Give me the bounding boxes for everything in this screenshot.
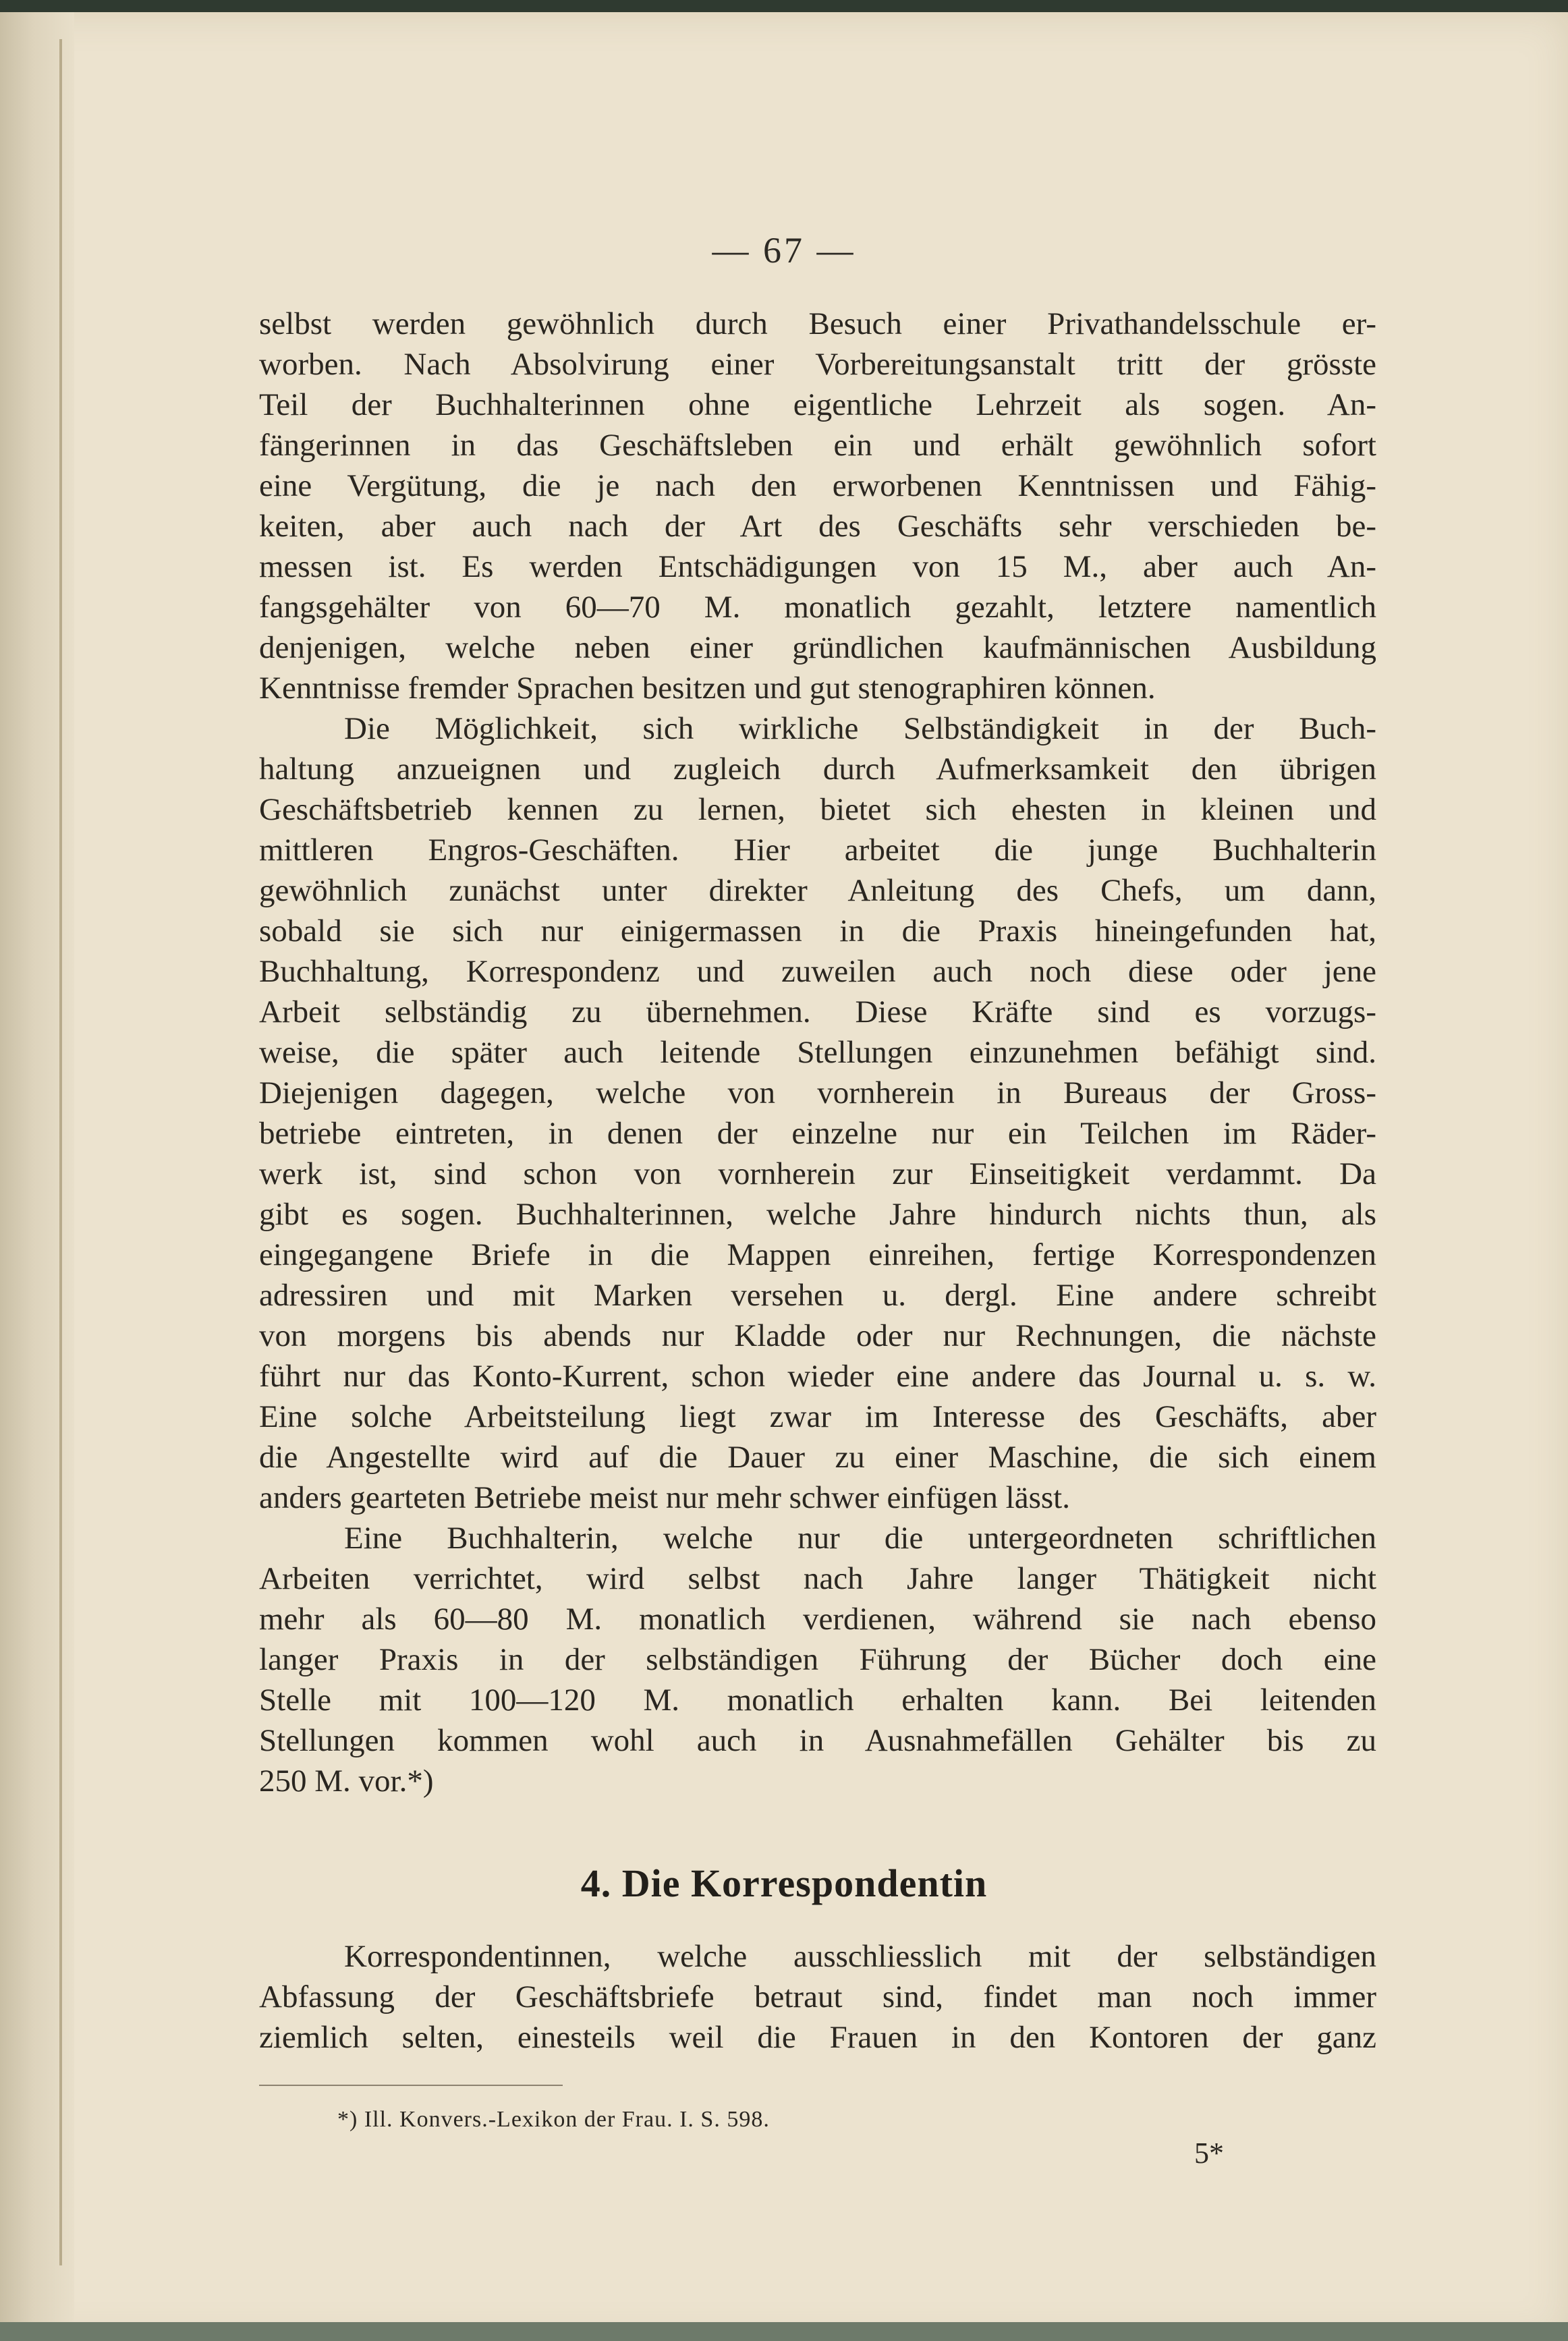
text-line: Arbeit selbständig zu übernehmen. Diese Kräfte sind es vorzugs- <box>259 994 1376 1030</box>
text-line: Diejenigen dagegen, welche von vornherein in Bureaus der Gross- <box>259 1075 1376 1110</box>
text-line: führt nur das Konto-Kurrent, schon wieder eine andere das Journal u. s. w. <box>259 1359 1376 1394</box>
text-line: fangsgehälter von 60—70 M. monatlich gezahlt, letztere namentlich <box>259 590 1376 625</box>
text-line: langer Praxis in der selbständigen Führung der Bücher doch eine <box>259 1642 1376 1677</box>
text-line: ziemlich selten, einesteils weil die Frauen in den Kontoren der ganz <box>259 2020 1376 2055</box>
text-line: Geschäftsbetrieb kennen zu lernen, bietet sich ehesten in kleinen und <box>259 792 1376 827</box>
gutter-line <box>59 39 62 2265</box>
text-line: sobald sie sich nur einigermassen in die Praxis hineingefunden hat, <box>259 913 1376 949</box>
text-line: Eine Buchhalterin, welche nur die untergeordneten schriftlichen <box>344 1521 1376 1556</box>
paragraph-2 <box>259 708 1376 1518</box>
signature-mark: 5* <box>1194 2137 1224 2170</box>
section-text <box>259 1936 1376 2058</box>
text-line: von morgens bis abends nur Kladde oder nur Rechnungen, die nächste <box>259 1318 1376 1353</box>
page-number: — 67 — <box>712 230 856 271</box>
text-line: adressiren und mit Marken versehen u. dergl. Eine andere schreibt <box>259 1278 1376 1313</box>
footnote: *) Ill. Konvers.-Lexikon der Frau. I. S. 598. <box>337 2107 770 2132</box>
text-line: Die Möglichkeit, sich wirkliche Selbständigkeit in der Buch- <box>344 711 1376 746</box>
text-line: denjenigen, welche neben einer gründlichen kaufmännischen Ausbildung <box>259 630 1376 665</box>
paragraph-1 <box>259 304 1376 708</box>
text-line: Teil der Buchhalterinnen ohne eigentliche Lehrzeit als sogen. An- <box>259 387 1376 422</box>
text-line: worben. Nach Absolvirung einer Vorbereitungsanstalt tritt der grösste <box>259 347 1376 382</box>
page-gutter <box>0 12 74 2341</box>
text-line: 250 M. vor.*) <box>259 1764 434 1799</box>
paragraph-3 <box>259 1518 1376 1801</box>
text-line: Stelle mit 100—120 M. monatlich erhalten kann. Bei leitenden <box>259 1683 1376 1718</box>
text-line: weise, die später auch leitende Stellungen einzunehmen befähigt sind. <box>259 1035 1376 1070</box>
text-line: eine Vergütung, die je nach den erworbenen Kenntnissen und Fähig- <box>259 468 1376 503</box>
text-line: messen ist. Es werden Entschädigungen von 15 M., aber auch An- <box>259 549 1376 584</box>
text-line: selbst werden gewöhnlich durch Besuch einer Privathandelsschule er- <box>259 306 1376 341</box>
text-line: gewöhnlich zunächst unter direkter Anleitung des Chefs, um dann, <box>259 873 1376 908</box>
text-line: Abfassung der Geschäftsbriefe betraut sind, findet man noch immer <box>259 1979 1376 2014</box>
text-line: betriebe eintreten, in denen der einzelne nur ein Teilchen im Räder- <box>259 1116 1376 1151</box>
text-line: Stellungen kommen wohl auch in Ausnahmefällen Gehälter bis zu <box>259 1723 1376 1758</box>
text-line: fängerinnen in das Geschäftsleben ein und erhält gewöhnlich sofort <box>259 428 1376 463</box>
text-line: Buchhaltung, Korrespondenz und zuweilen auch noch diese oder jene <box>259 954 1376 989</box>
text-line: mehr als 60—80 M. monatlich verdienen, während sie nach ebenso <box>259 1602 1376 1637</box>
text-line: Arbeiten verrichtet, wird selbst nach Jahre langer Thätigkeit nicht <box>259 1561 1376 1596</box>
text-line: gibt es sogen. Buchhalterinnen, welche Jahre hindurch nichts thun, als <box>259 1197 1376 1232</box>
text-line: Korrespondentinnen, welche ausschliesslich mit der selbständigen <box>344 1939 1376 1974</box>
text-line: Kenntnisse fremder Sprachen besitzen und gut stenographiren können. <box>259 671 1156 706</box>
text-line: Eine solche Arbeitsteilung liegt zwar im Interesse des Geschäfts, aber <box>259 1399 1376 1434</box>
section-heading: 4. Die Korrespondentin <box>580 1861 988 1905</box>
text-line: anders gearteten Betriebe meist nur mehr schwer einfügen lässt. <box>259 1480 1070 1515</box>
text-line: mittleren Engros-Geschäften. Hier arbeitet die junge Buchhalterin <box>259 833 1376 868</box>
paragraph-4 <box>259 1936 1376 2058</box>
footnote-rule <box>259 2085 563 2086</box>
text-line: haltung anzueignen und zugleich durch Aufmerksamkeit den übrigen <box>259 752 1376 787</box>
text-line: eingegangene Briefe in die Mappen einreihen, fertige Korrespondenzen <box>259 1237 1376 1272</box>
text-line: werk ist, sind schon von vornherein zur Einseitigkeit verdammt. Da <box>259 1156 1376 1191</box>
text-line: keiten, aber auch nach der Art des Geschäfts sehr verschieden be- <box>259 509 1376 544</box>
main-text <box>259 304 1376 1801</box>
text-line: die Angestellte wird auf die Dauer zu einer Maschine, die sich einem <box>259 1440 1376 1475</box>
book-page <box>0 12 1568 2341</box>
bottom-edge <box>0 2322 1568 2341</box>
